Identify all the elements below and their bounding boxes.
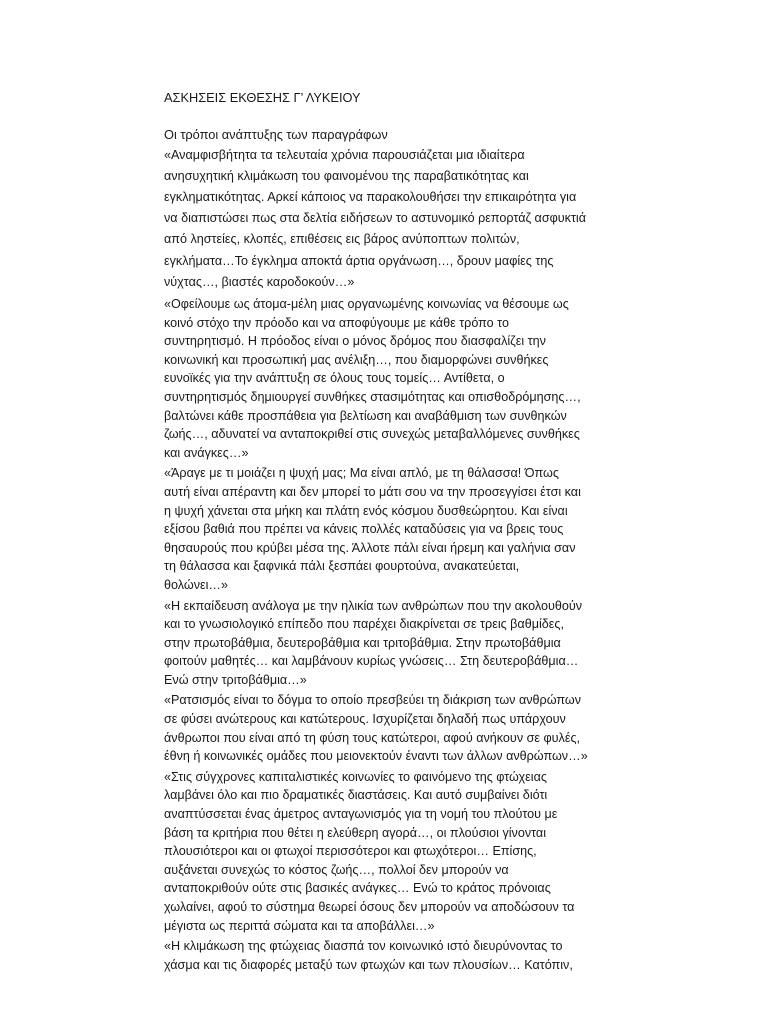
text-line: φοιτούν μαθητές… και λαμβάνουν κυρίως γνώσεις… Στη δευτεροβάθμια…: [164, 654, 579, 669]
text-line: θησαυρούς που κρύβει μέσα της. Άλλοτε πάλι είναι ήρεμη και γαλήνια σαν: [164, 540, 576, 555]
paragraph-5: [164, 691, 654, 765]
text-line: «Η κλιμάκωση της φτώχειας διασπά τον κοινωνικό ιστό διευρύνοντας το: [164, 939, 563, 954]
paragraph-3: [164, 464, 654, 594]
text-line: θολώνει…»: [164, 577, 229, 592]
text-line: «Οφείλουμε ως άτομα-μέλη μιας οργανωμένης κοινωνίας να θέσουμε ως: [164, 297, 569, 312]
paragraph-6: [164, 768, 654, 935]
text-line: χάσμα και τις διαφορές μεταξύ των φτωχών και των πλουσίων… Κατόπιν,: [164, 957, 573, 972]
text-line: βαλτώνει κάθε προσπάθεια για βελτίωση και αναβάθμιση των συνθηκών: [164, 408, 567, 423]
text-line: από ληστείες, κλοπές, επιθέσεις εις βάρος ανύποπτων πολιτών,: [164, 232, 520, 247]
text-line: «Η εκπαίδευση ανάλογα με την ηλικία των ανθρώπων που την ακολουθούν: [164, 598, 583, 613]
text-line: και το γνωσιολογικό επίπεδο που παρέχει διακρίνεται σε τρεις βαθμίδες,: [164, 617, 564, 632]
text-line: εξίσου βαθιά που πρέπει να κάνεις πολλές καταδύσεις για να βρεις τους: [164, 522, 564, 537]
text-line: άνθρωποι που είναι από τη φύση τους κατώτεροι, αφού ανήκουν σε φυλές,: [164, 730, 581, 745]
paragraph-7: [164, 937, 654, 974]
text-line: να διαπιστώσει πως στα δελτία ειδήσεων το αστυνομικό ρεπορτάζ ασφυκτιά: [164, 211, 586, 226]
text-line: αναπτύσσεται ένας άμετρος ανταγωνισμός για τη νομή του πλούτου με: [164, 807, 558, 822]
text-line: εγκλήματα…Το έγκλημα αποκτά άρτια οργάνωση…, δρουν μαφίες της: [164, 253, 554, 268]
text-line: σε φύσει ανώτερους και κατώτερους. Ισχυρίζεται δηλαδή πως υπάρχουν: [164, 712, 566, 727]
text-line: πλουσιότεροι και οι φτωχοί περισσότεροι και φτωχότεροι… Επίσης,: [164, 844, 537, 859]
text-line: λαμβάνει όλο και πιο δραματικές διαστάσεις. Και αυτό συμβαίνει διότι: [164, 788, 548, 803]
paragraph-4: [164, 597, 654, 690]
paragraph-1: [164, 145, 654, 293]
text-line: συντηρητισμό. Η πρόοδος είναι ο μόνος δρόμος που διασφαλίζει την: [164, 334, 546, 349]
text-line: αυξάνεται συνεχώς το κόστος ζωής…, πολλοί δεν μπορούν να: [164, 862, 509, 877]
text-line: ευνοϊκές για την ανάπτυξη σε όλους τους τομείς… Αντίθετα, ο: [164, 371, 505, 386]
paragraph-list: [164, 145, 654, 975]
text-line: εγκληματικότητας. Αρκεί κάποιος να παρακολουθήσει την επικαιρότητα για: [164, 190, 577, 204]
text-line: τη θάλασσα και ξαφνικά πάλι ξεσπάει φουρτούνα, ανακατεύεται,: [164, 559, 520, 574]
text-line: «Ρατσισμός είναι το δόγμα το οποίο πρεσβεύει τη διάκριση των ανθρώπων: [164, 693, 581, 708]
text-line: έθνη ή κοινωνικές ομάδες που μειονεκτούν έναντι των άλλων ανθρώπων…»: [164, 749, 588, 764]
paragraph-2: [164, 295, 654, 462]
text-line: Ενώ στην τριτοβάθμια…»: [164, 672, 307, 687]
text-line: στην πρωτοβάθμια, δευτεροβάθμια και τριτοβάθμια. Στην πρωτοβάθμια: [164, 635, 561, 650]
text-line: βάση τα κριτήρια που θέτει η ελεύθερη αγορά…, οι πλούσιοι γίνονται: [164, 825, 547, 840]
text-line: «Αναμφισβήτητα τα τελευταία χρόνια παρουσιάζεται μια ιδιαίτερα: [164, 147, 525, 162]
text-line: η ψυχή χάνεται στα μήκη και πλάτη ενός κόσμου δυσθεώρητου. Και είναι: [164, 503, 568, 518]
text-line: «Άραγε με τι μοιάζει η ψυχή μας; Μα είναι απλό, με τη θάλασσα! Όπως: [164, 466, 559, 481]
text-line: νύχτας…, βιαστές καροδοκούν…»: [164, 274, 355, 289]
text-line: κοινωνική και προσωπική μας ανέλιξη…, που διαμορφώνει συνθήκες: [164, 352, 549, 367]
text-line: μέγιστα ως περιττά σώματα και τα αποβάλλει…»: [164, 918, 435, 933]
text-line: και ανάγκες…»: [164, 445, 249, 460]
text-line: ανταποκριθούν ούτε στις βασικές ανάγκες… Ενώ το κράτος πρόνοιας: [164, 881, 551, 896]
document-title: ΑΣΚΗΣΕΙΣ ΕΚΘΕΣΗΣ Γ’ ΛΥΚΕΙΟΥ: [164, 90, 361, 105]
text-line: ζωής…, αδυνατεί να ανταποκριθεί στις συνεχώς μεταβαλλόμενες συνθήκες: [164, 427, 580, 442]
section-heading: Οι τρόποι ανάπτυξης των παραγράφων: [164, 126, 388, 142]
document-page: [164, 88, 654, 976]
text-line: χωλαίνει, αφού το σύστημα θεωρεί όσους δεν μπορούν να αποδώσουν τα: [164, 900, 575, 915]
text-line: συντηρητισμός δημιουργεί συνθήκες στασιμότητας και οπισθοδρόμησης…,: [164, 389, 581, 404]
text-line: αυτή είναι απέραντη και δεν μπορεί το μάτι σου να την προσεγγίσει έτσι και: [164, 484, 581, 499]
text-line: ανησυχητική κλιμάκωση του φαινομένου της παραβατικότητας και: [164, 168, 529, 183]
text-line: «Στις σύγχρονες καπιταλιστικές κοινωνίες το φαινόμενο της φτώχειας: [164, 769, 547, 784]
text-line: κοινό στόχο την πρόοδο και να αποφύγουμε με κάθε τρόπο το: [164, 315, 509, 330]
